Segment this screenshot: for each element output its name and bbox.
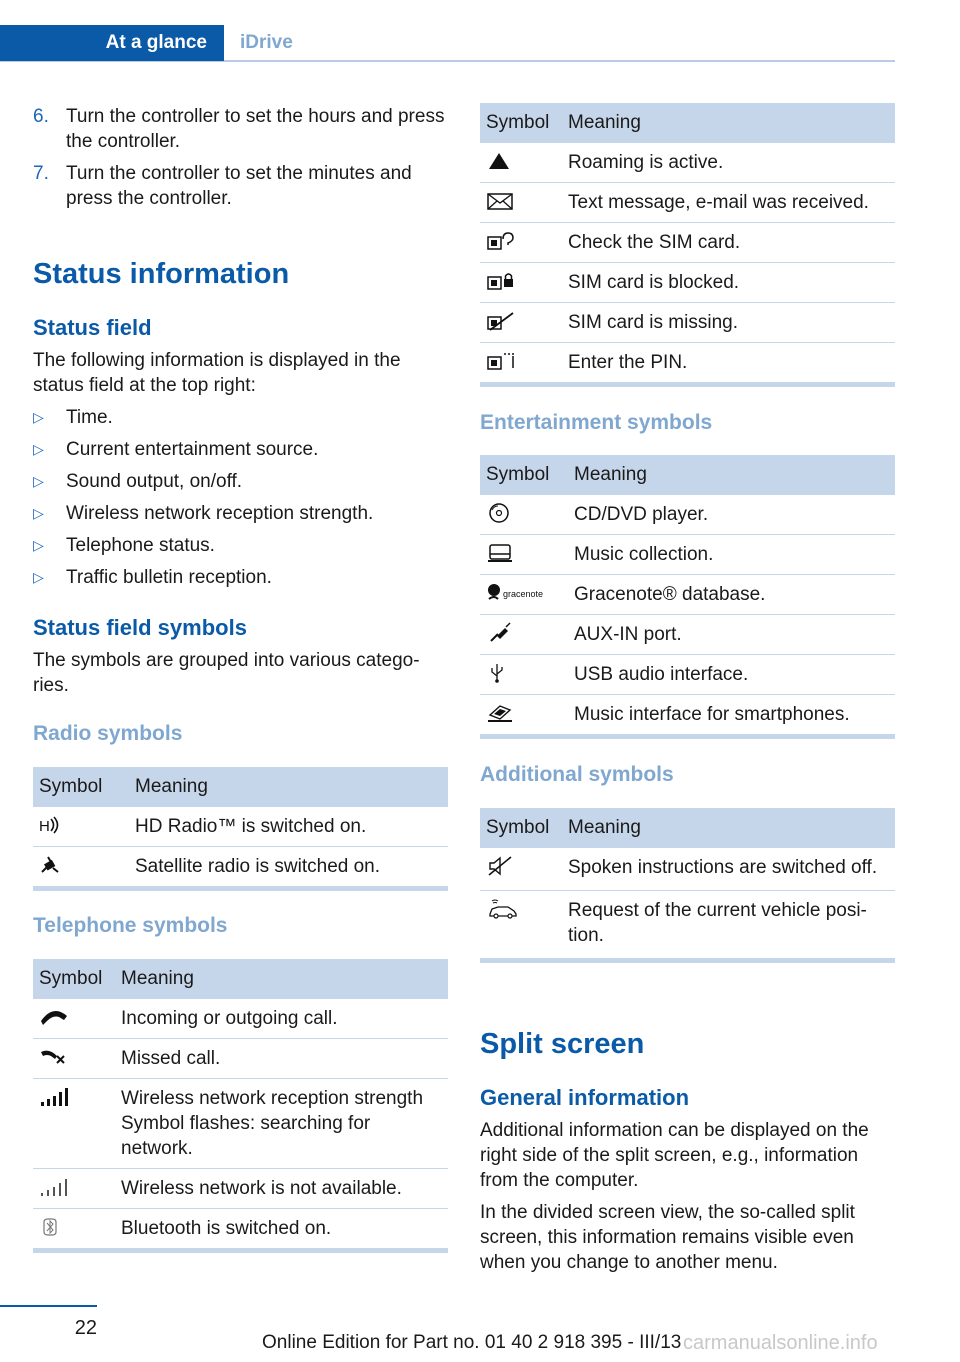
meaning-cell: AUX-IN port. — [568, 615, 895, 655]
sim-pin-icon — [480, 343, 562, 383]
table-row — [480, 303, 895, 343]
list-item: ▷ Time. — [33, 407, 113, 428]
usb-icon — [480, 655, 568, 695]
table-header-row — [480, 808, 895, 848]
aux-in-icon — [480, 615, 568, 655]
split-screen-heading: Split screen — [480, 1028, 645, 1060]
entertainment-symbols-heading: Entertainment symbols — [480, 411, 713, 434]
table-row — [480, 575, 895, 615]
list-item: ▷ Traffic bulletin reception. — [33, 567, 272, 588]
meaning-cell: Satellite radio is switched on. — [135, 856, 381, 877]
meaning-cell: SIM card is missing. — [562, 303, 895, 343]
phone-call-icon — [33, 999, 115, 1039]
table-end-rule — [33, 1248, 448, 1253]
edition-text: Online Edition for Part no. 01 40 2 918 395 - III/13 — [262, 1332, 682, 1353]
table-row — [480, 183, 895, 223]
cd-dvd-icon — [480, 495, 568, 535]
col-symbol-header: Symbol — [33, 959, 115, 999]
page-number: 22 — [74, 1317, 97, 1339]
svg-text:gracenote: gracenote — [503, 589, 544, 599]
meaning-cell: Request of the current vehicle posi‐tion. — [568, 900, 867, 946]
telephone-symbols-table — [33, 959, 448, 1253]
table-row — [33, 1169, 448, 1209]
meaning-cell: CD/DVD player. — [568, 495, 895, 535]
table-end-rule — [480, 958, 895, 963]
step-text: Turn the controller to set the hours and press the controller. — [66, 106, 445, 152]
sim-blocked-icon — [480, 263, 562, 303]
table-row — [480, 535, 895, 575]
step-number: 6. — [33, 106, 49, 127]
roaming-icon — [480, 143, 562, 183]
telephone-symbols-table-continued — [480, 103, 895, 387]
col-symbol-header: Symbol — [480, 808, 562, 848]
tab-at-a-glance[interactable]: At a glance — [0, 25, 224, 61]
table-end-rule — [33, 886, 448, 891]
meaning-cell: Music collection. — [568, 535, 895, 575]
triangle-bullet-icon: ▷ — [33, 537, 44, 553]
status-information-heading: Status information — [33, 258, 290, 290]
additional-symbols-table — [480, 808, 895, 963]
table-row — [480, 848, 895, 891]
table-row — [480, 615, 895, 655]
table-header-row — [480, 103, 895, 143]
meaning-cell: Bluetooth is switched on. — [121, 1218, 332, 1239]
tab-idrive[interactable]: iDrive — [240, 32, 293, 53]
col-meaning-header: Meaning — [568, 455, 895, 495]
table-row — [33, 1039, 448, 1079]
meaning-cell: Wireless network reception strength Symbol flashes: searching for network. — [115, 1079, 448, 1169]
meaning-cell: SIM card is blocked. — [562, 263, 895, 303]
step-6 — [33, 104, 448, 154]
hd-radio-icon — [33, 807, 129, 847]
meaning-cell: Text message, e-mail was received. — [562, 183, 895, 223]
footer-rule — [0, 1305, 97, 1307]
table-header-row — [480, 455, 895, 495]
meaning-cell: Check the SIM card. — [562, 223, 895, 263]
missed-call-icon — [33, 1039, 115, 1079]
status-field-heading: Status field — [33, 315, 152, 340]
radio-symbols-heading: Radio symbols — [33, 722, 183, 745]
music-collection-icon — [480, 535, 568, 575]
list-item: ▷ Current entertainment source. — [33, 439, 319, 460]
triangle-bullet-icon: ▷ — [33, 409, 44, 425]
table-row — [480, 695, 895, 735]
speech-off-icon — [480, 848, 562, 891]
table-row — [480, 655, 895, 695]
meaning-cell: Incoming or outgoing call. — [115, 999, 448, 1039]
table-row — [33, 847, 448, 887]
table-row — [480, 143, 895, 183]
triangle-bullet-icon: ▷ — [33, 505, 44, 521]
col-meaning-header: Meaning — [562, 103, 895, 143]
step-text: Turn the controller to set the minutes and press the controller. — [66, 163, 412, 209]
list-item: ▷ Sound output, on/off. — [33, 471, 243, 492]
smartphone-music-icon — [480, 695, 568, 735]
step-7 — [33, 161, 448, 211]
meaning-cell: USB audio interface. — [568, 655, 895, 695]
meaning-cell: Missed call. — [115, 1039, 448, 1079]
col-meaning-header: Meaning — [115, 959, 448, 999]
table-end-rule — [480, 382, 895, 387]
meaning-cell: Music interface for smartphones. — [574, 704, 850, 725]
satellite-radio-icon — [33, 847, 129, 887]
status-field-list — [33, 405, 448, 597]
table-row — [480, 343, 895, 383]
sim-missing-icon — [480, 303, 562, 343]
col-symbol-header: Symbol — [480, 455, 568, 495]
no-network-icon — [33, 1169, 115, 1209]
table-row — [33, 999, 448, 1039]
status-field-symbols-intro: The symbols are grouped into various catego‐ries. — [33, 650, 420, 696]
meaning-cell: Spoken instructions are switched off. — [562, 848, 895, 891]
table-row — [480, 263, 895, 303]
meaning-cell: Roaming is active. — [562, 143, 895, 183]
general-information-heading: General information — [480, 1085, 690, 1110]
additional-symbols-heading: Additional symbols — [480, 763, 674, 786]
table-header-row — [33, 959, 448, 999]
table-row — [480, 891, 895, 959]
header-bar — [0, 25, 895, 62]
table-row — [480, 223, 895, 263]
sim-check-icon — [480, 223, 562, 263]
watermark: carmanualsonline.info — [683, 1332, 878, 1354]
list-item: ▷ Wireless network reception strength. — [33, 503, 374, 524]
radio-symbols-table — [33, 767, 448, 891]
meaning-cell: Wireless network is not available. — [115, 1169, 448, 1209]
svg-text:H: H — [39, 818, 50, 835]
table-end-rule — [480, 734, 895, 739]
triangle-bullet-icon: ▷ — [33, 569, 44, 585]
table-row — [33, 1209, 448, 1249]
table-row — [33, 1079, 448, 1169]
meaning-cell: Gracenote® database. — [568, 575, 895, 615]
status-field-symbols-heading: Status field symbols — [33, 615, 247, 640]
list-item: ▷ Telephone status. — [33, 535, 215, 556]
entertainment-symbols-table — [480, 455, 895, 739]
step-number: 7. — [33, 163, 49, 184]
triangle-bullet-icon: ▷ — [33, 473, 44, 489]
col-meaning-header: Meaning — [129, 767, 448, 807]
split-screen-para-2: In the divided screen view, the so-called split screen, this information remains visible even when you change to another menu. — [480, 1202, 855, 1273]
table-row — [33, 807, 448, 847]
col-meaning-header: Meaning — [562, 808, 895, 848]
meaning-cell: HD Radio™ is switched on. — [129, 807, 448, 847]
gracenote-icon — [480, 575, 568, 615]
telephone-symbols-heading: Telephone symbols — [33, 914, 228, 937]
status-field-intro: The following information is displayed in the status field at the top right: — [33, 350, 401, 396]
vehicle-position-icon — [480, 891, 562, 959]
col-symbol-header: Symbol — [480, 103, 562, 143]
meaning-cell: Enter the PIN. — [568, 352, 688, 373]
table-header-row — [33, 767, 448, 807]
signal-strength-icon — [33, 1079, 115, 1169]
bluetooth-icon — [33, 1209, 115, 1249]
table-row — [480, 495, 895, 535]
message-envelope-icon — [480, 183, 562, 223]
col-symbol-header: Symbol — [33, 767, 129, 807]
triangle-bullet-icon: ▷ — [33, 441, 44, 457]
split-screen-para-1: Additional information can be displayed on the right side of the split screen, e.g., information from the computer. — [480, 1120, 869, 1191]
